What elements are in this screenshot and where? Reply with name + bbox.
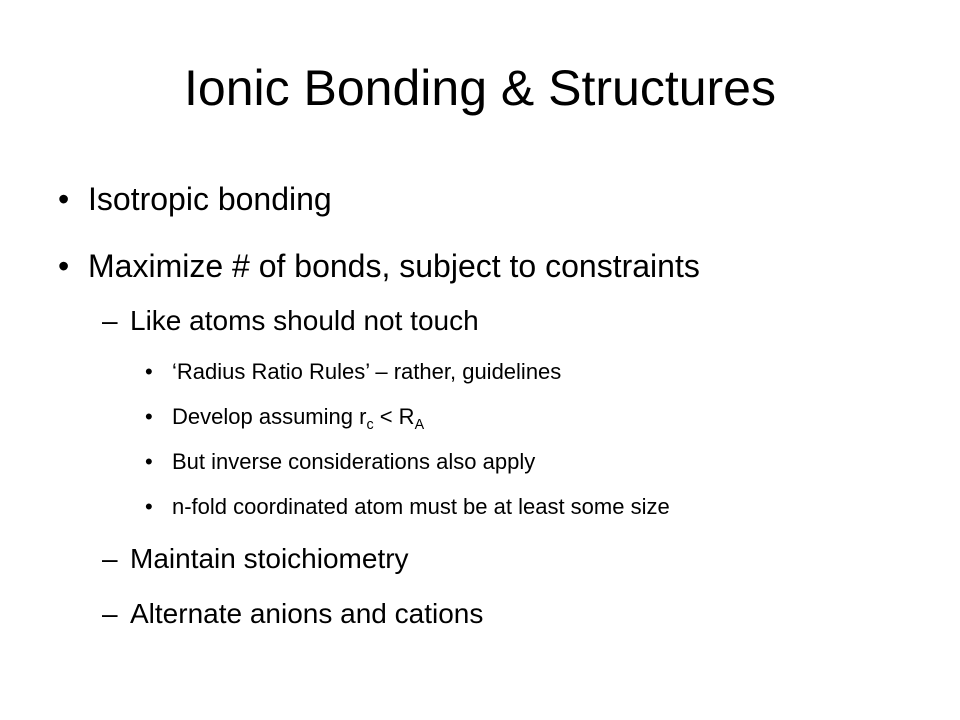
sub-sub-bullet-text: n-fold coordinated atom must be at least some size	[172, 494, 670, 519]
sub-sub-bullet-text	[172, 403, 424, 431]
sub-sub-bullet-text: ‘Radius Ratio Rules’ – rather, guidelines	[172, 359, 562, 384]
bullet-dot-icon: •	[145, 404, 153, 429]
subscript-c: c	[366, 417, 374, 433]
dash-icon: –	[102, 543, 118, 574]
dash-icon: –	[102, 598, 118, 629]
text-part: < R	[373, 404, 415, 429]
bullet-dot-icon: •	[145, 449, 153, 474]
bullet-dot-icon: •	[58, 181, 70, 217]
sub-bullet-text: Like atoms should not touch	[130, 305, 479, 336]
sub-bullet-text: Maintain stoichiometry	[130, 543, 409, 574]
bullet-text: Isotropic bonding	[88, 181, 332, 217]
subscript-a: A	[414, 417, 425, 433]
slide-title: Ionic Bonding & Structures	[184, 60, 776, 116]
bullet-text: Maximize # of bonds, subject to constraints	[88, 248, 700, 284]
sub-bullet-text: Alternate anions and cations	[130, 598, 484, 629]
bullet-dot-icon: •	[145, 494, 153, 519]
text-part: Develop assuming r	[172, 404, 367, 429]
sub-sub-bullet-text: But inverse considerations also apply	[172, 449, 536, 474]
bullet-dot-icon: •	[58, 248, 70, 284]
bullet-dot-icon: •	[145, 359, 153, 384]
dash-icon: –	[102, 305, 118, 336]
